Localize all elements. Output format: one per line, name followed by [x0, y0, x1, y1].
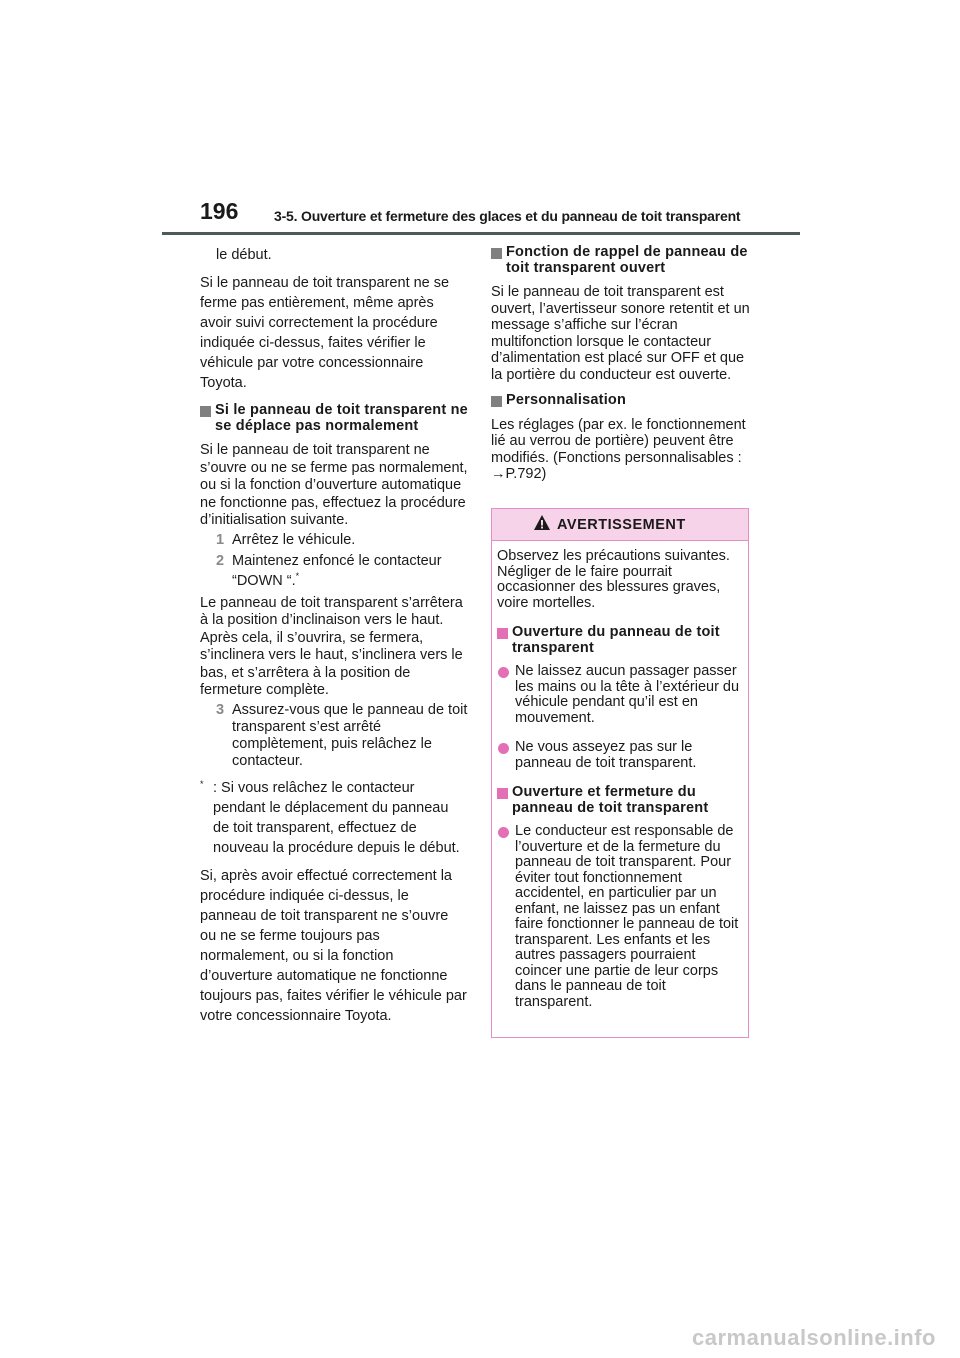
warning-bullet: [497, 740, 742, 771]
left-column: [200, 245, 468, 1026]
square-bullet-icon: [491, 248, 502, 259]
step-text: Maintenez enfoncé le contacteur “DOWN “.: [232, 552, 442, 589]
bullet-text: Ne laissez aucun passager passer les mains ou la tête à l’extérieur du véhicule pendant qu’il est en mouvement.: [515, 663, 740, 726]
square-bullet-icon: [497, 628, 508, 639]
paragraph: Si, après avoir effectué correctement la procédure indiquée ci-dessus, le panneau de toit transparent ne s’ouvre ou ne se ferme toujours pas normalement, ou si la fonction d’ouverture automatique ne fonctionne toujours pas, faites vérifier le véhicule par votre concessionnaire Toyota.: [200, 867, 467, 1024]
step-number: 3: [216, 701, 225, 718]
page-number: 196: [200, 198, 239, 224]
warning-header: [492, 509, 748, 541]
paragraph: Les réglages (par ex. le fonctionnement lié au verrou de portière) peuvent être modifiés. (Fonctions personnalisables : →P.792): [491, 416, 746, 482]
square-bullet-icon: [200, 406, 211, 417]
heading-text: Fonction de rappel de panneau de toit transparent ouvert: [506, 244, 748, 276]
paragraph: Si le panneau de toit transparent ne s’ouvre ou ne se ferme pas normalement, ou si la fonction d’ouverture automatique ne fonctionne pas, effectuez la procédure d’initialisation suivante.: [200, 442, 468, 528]
warning-bullet: [497, 664, 742, 726]
warning-body: [492, 541, 748, 1010]
square-bullet-icon: [497, 788, 508, 799]
warning-intro: Observez les précautions suivantes. Négliger de le faire pourrait occasionner des blessures graves, voire mortelles.: [497, 548, 730, 611]
subsection-heading: [491, 245, 753, 276]
header-rule: [162, 232, 800, 235]
bullet-text: Ne vous asseyez pas sur le panneau de toit transparent.: [515, 739, 697, 771]
subsection-heading: [491, 393, 753, 409]
step-number: 2: [216, 552, 225, 569]
watermark: carmanualsonline.info: [692, 1325, 936, 1350]
heading-text: Personnalisation: [506, 392, 627, 408]
step-text: Arrêtez le véhicule.: [232, 531, 356, 548]
step-item: [200, 702, 468, 770]
step-text: Assurez-vous que le panneau de toit transparent s’est arrêté complètement, puis relâchez le contacteur.: [232, 701, 468, 769]
circle-bullet-icon: [498, 743, 509, 754]
paragraph: Si le panneau de toit transparent est ouvert, l’avertisseur sonore retentit et un message s’affiche sur l’écran multifonction lorsque le contacteur d’alimentation est placé sur OFF et que la portière du conducteur est ouverte.: [491, 284, 750, 383]
warning-heading: [497, 785, 742, 816]
warning-bullet: [497, 824, 742, 1010]
section-title: 3-5. Ouverture et fermeture des glaces et du panneau de toit transparent: [274, 208, 741, 224]
paragraph: Si le panneau de toit transparent ne se ferme pas entièrement, même après avoir suivi correctement la procédure indiquée ci-dessus, faites vérifier le véhicule par votre concessionnaire Toyota.: [200, 275, 450, 391]
step-item: [200, 551, 468, 591]
warning-title: AVERTISSEMENT: [557, 517, 686, 533]
footnote-text: : Si vous relâchez le contacteur pendant le déplacement du panneau de toit transparent, effectuez de nouveau la procédure depuis le début.: [213, 779, 460, 856]
footnote-marker: *: [295, 570, 300, 581]
warning-triangle-icon: [533, 514, 551, 532]
circle-bullet-icon: [498, 827, 509, 838]
circle-bullet-icon: [498, 667, 509, 678]
warning-heading: [497, 625, 742, 656]
warning-box: [491, 508, 749, 1038]
footnote: * : Si vous relâchez le contacteur pendant le déplacement du panneau de toit transparent, effectuez de nouveau la procédure depuis le début.: [200, 778, 460, 856]
heading-text: Si le panneau de toit transparent ne se déplace pas normalement: [215, 402, 468, 434]
subsection-heading: [200, 403, 468, 434]
step-item: [200, 532, 468, 549]
square-bullet-icon: [491, 396, 502, 407]
step-number: 1: [216, 531, 225, 548]
heading-text: Ouverture du panneau de toit transparent: [512, 624, 720, 656]
right-column: [491, 245, 753, 483]
bullet-text: Le conducteur est responsable de l’ouverture et de la fermeture du panneau de toit transparent. Pour éviter tout fonctionnement accidentel, en particulier par un enfant, ne laissez pas un enfant faire fonctionner le panneau de toit transparent. Les enfants et les autres passagers pourraient coincer une partie de leur corps dans le panneau de toit transparent.: [515, 823, 739, 1010]
heading-text: Ouverture et fermeture du panneau de toit transparent: [512, 784, 709, 816]
paragraph: le début.: [216, 247, 272, 263]
paragraph: Le panneau de toit transparent s’arrêtera à la position d’inclinaison vers le haut. Après cela, il s’ouvrira, se fermera, s’inclinera vers le haut, s’inclinera vers le bas, et s’arrêtera à la position de fermeture complète.: [200, 594, 463, 698]
